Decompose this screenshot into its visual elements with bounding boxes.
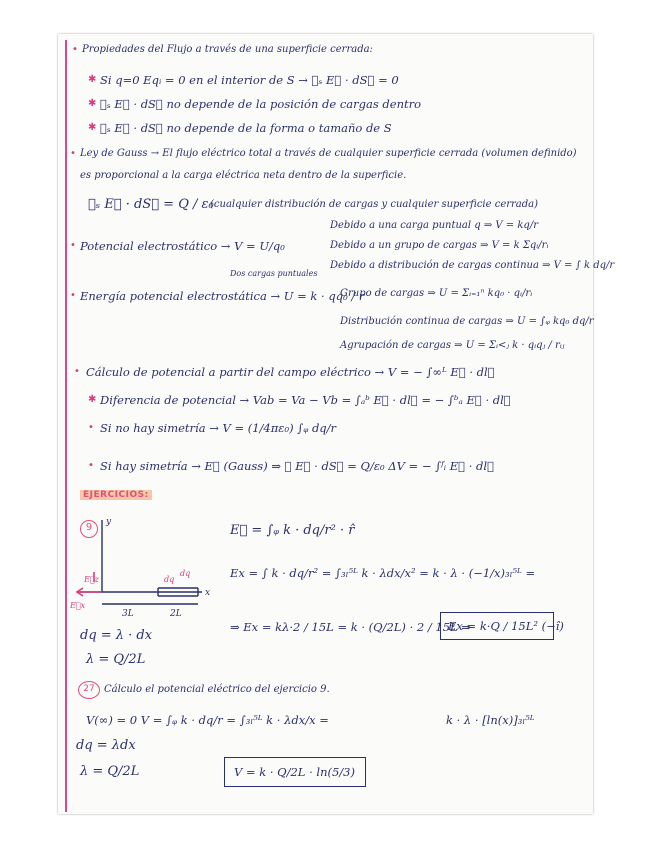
- ex9-ex-integral: Ex = ∫ k · dq/r² = ∫₃ₗ⁵ᴸ k · λdx/x² = k · λ · (−1/x)₃ₗ⁵ᴸ =: [230, 566, 536, 580]
- exercise-27-number: 27: [78, 681, 100, 699]
- gauss-law-line-1: Ley de Gauss → El flujo eléctrico total a través de cualquier superficie cerrada (volumen definido): [80, 148, 577, 159]
- flux-property-1: Si q=0 Eqᵢ = 0 en el interior de S → ∮ₛ E⃗ · dS⃗ = 0: [100, 73, 399, 87]
- ex27-log-result: k · λ · [ln(x)]₃ₗ⁵ᴸ: [446, 713, 535, 727]
- ex27-integral: V(∞) = 0 V = ∫ᵩ k · dq/r = ∫₃ₗ⁵ᴸ k · λdx/x =: [86, 713, 329, 727]
- energy-definition: Energía potencial electrostática → U = k · qq₀ / r: [80, 289, 365, 303]
- y-label: y: [106, 517, 112, 527]
- ex9-answer: Ex = k·Q / 15L² (−î): [448, 619, 564, 633]
- gauss-law-formula: ∮ₛ E⃗ · dS⃗ = Q / ε₀: [88, 197, 214, 212]
- bullet: •: [70, 290, 76, 301]
- ex9-field-integral: E⃗ = ∫ᵩ k · dq/r² · r̂: [230, 523, 355, 538]
- energy-continuous: Distribución continua de cargas ⇒ U = ∫ᵩ kq₀ dq/r: [340, 316, 594, 327]
- dim-3L: 3L: [122, 609, 134, 619]
- flux-properties-heading: Propiedades del Flujo a través de una superficie cerrada:: [82, 44, 373, 55]
- potential-continuous: Debido a distribución de cargas continua ⇒ V = ∫ k dq/r: [330, 260, 615, 271]
- flux-property-3: ∮ₛ E⃗ · dS⃗ no depende de la forma o tamaño de S: [100, 121, 392, 135]
- energy-group: Grupo de cargas ⇒ U = Σᵢ₌₁ⁿ kq₀ · qᵢ/rᵢ: [340, 288, 533, 299]
- bullet: •: [70, 148, 76, 159]
- bullet: ✱: [88, 122, 97, 133]
- x-label: x: [205, 588, 211, 598]
- bullet: •: [88, 422, 94, 433]
- two-charges-note: Dos cargas puntuales: [230, 269, 318, 278]
- potential-point-charge: Debido a una carga puntual q ⇒ V = kq/r: [330, 220, 538, 231]
- gauss-law-line-2: es proporcional a la carga eléctrica neta dentro de la superficie.: [80, 170, 407, 181]
- ex27-answer: V = k · Q/2L · ln(5/3): [234, 765, 355, 779]
- bullet: ✱: [88, 98, 97, 109]
- ex27-title: Cálculo el potencial eléctrico del ejercicio 9.: [104, 684, 330, 695]
- ex9-dq: dq = λ · dx: [80, 628, 153, 643]
- flux-property-2: ∮ₛ E⃗ · dS⃗ no depende de la posición de cargas dentro: [100, 97, 422, 111]
- ex-label: E⃗x: [70, 601, 86, 610]
- energy-grouping: Agrupación de cargas ⇒ U = Σᵢ<ⱼ k · qᵢqⱼ / rᵢⱼ: [340, 340, 565, 351]
- potential-group: Debido a un grupo de cargas ⇒ V = k Σqᵢ/rᵢ: [330, 240, 549, 251]
- gauss-law-note: (cualquier distribución de cargas y cualquier superficie cerrada): [210, 199, 539, 210]
- bullet: •: [74, 366, 80, 377]
- ex27-lambda: λ = Q/2L: [80, 764, 140, 779]
- potential-definition: Potencial electrostático → V = U/q₀: [80, 239, 285, 253]
- exercise-9-diagram: [70, 510, 220, 620]
- bullet: •: [72, 44, 78, 55]
- margin-line: [65, 40, 67, 812]
- dq-label: dq: [164, 575, 175, 584]
- potential-difference: Diferencia de potencial → Vab = Va − Vb = ∫ₐᵇ E⃗ · dl⃗ = − ∫ᵇₐ E⃗ · dl⃗: [100, 393, 511, 407]
- potential-from-field: Cálculo de potencial a partir del campo eléctrico → V = − ∫∞ᴸ E⃗ · dl⃗: [86, 365, 495, 379]
- dq-label-2: dq: [180, 569, 191, 578]
- no-symmetry: Si no hay simetría → V = (1/4πε₀) ∫ᵩ dq/r: [100, 421, 337, 435]
- exercises-heading: EJERCICIOS:: [80, 490, 152, 500]
- with-symmetry: Si hay simetría → E⃗ (Gauss) ⇒ ∮ E⃗ · dS⃗ = Q/ε₀ ΔV = − ∫ᶠᵢ E⃗ · dl⃗: [100, 459, 494, 473]
- bullet: ✱: [88, 74, 97, 85]
- ex9-lambda: λ = Q/2L: [86, 652, 146, 667]
- exercise-9-number: 9: [80, 520, 98, 538]
- bullet: •: [70, 240, 76, 251]
- ex27-dq: dq = λdx: [76, 738, 136, 753]
- ex9-result: ⇒ Ex = kλ·2 / 15L = k · (Q/2L) · 2 / 15L ⇒: [230, 620, 471, 634]
- dim-2L: 2L: [170, 609, 182, 619]
- ez-label: E⃗z: [84, 575, 99, 584]
- bullet: ✱: [88, 394, 97, 405]
- bullet: •: [88, 460, 94, 471]
